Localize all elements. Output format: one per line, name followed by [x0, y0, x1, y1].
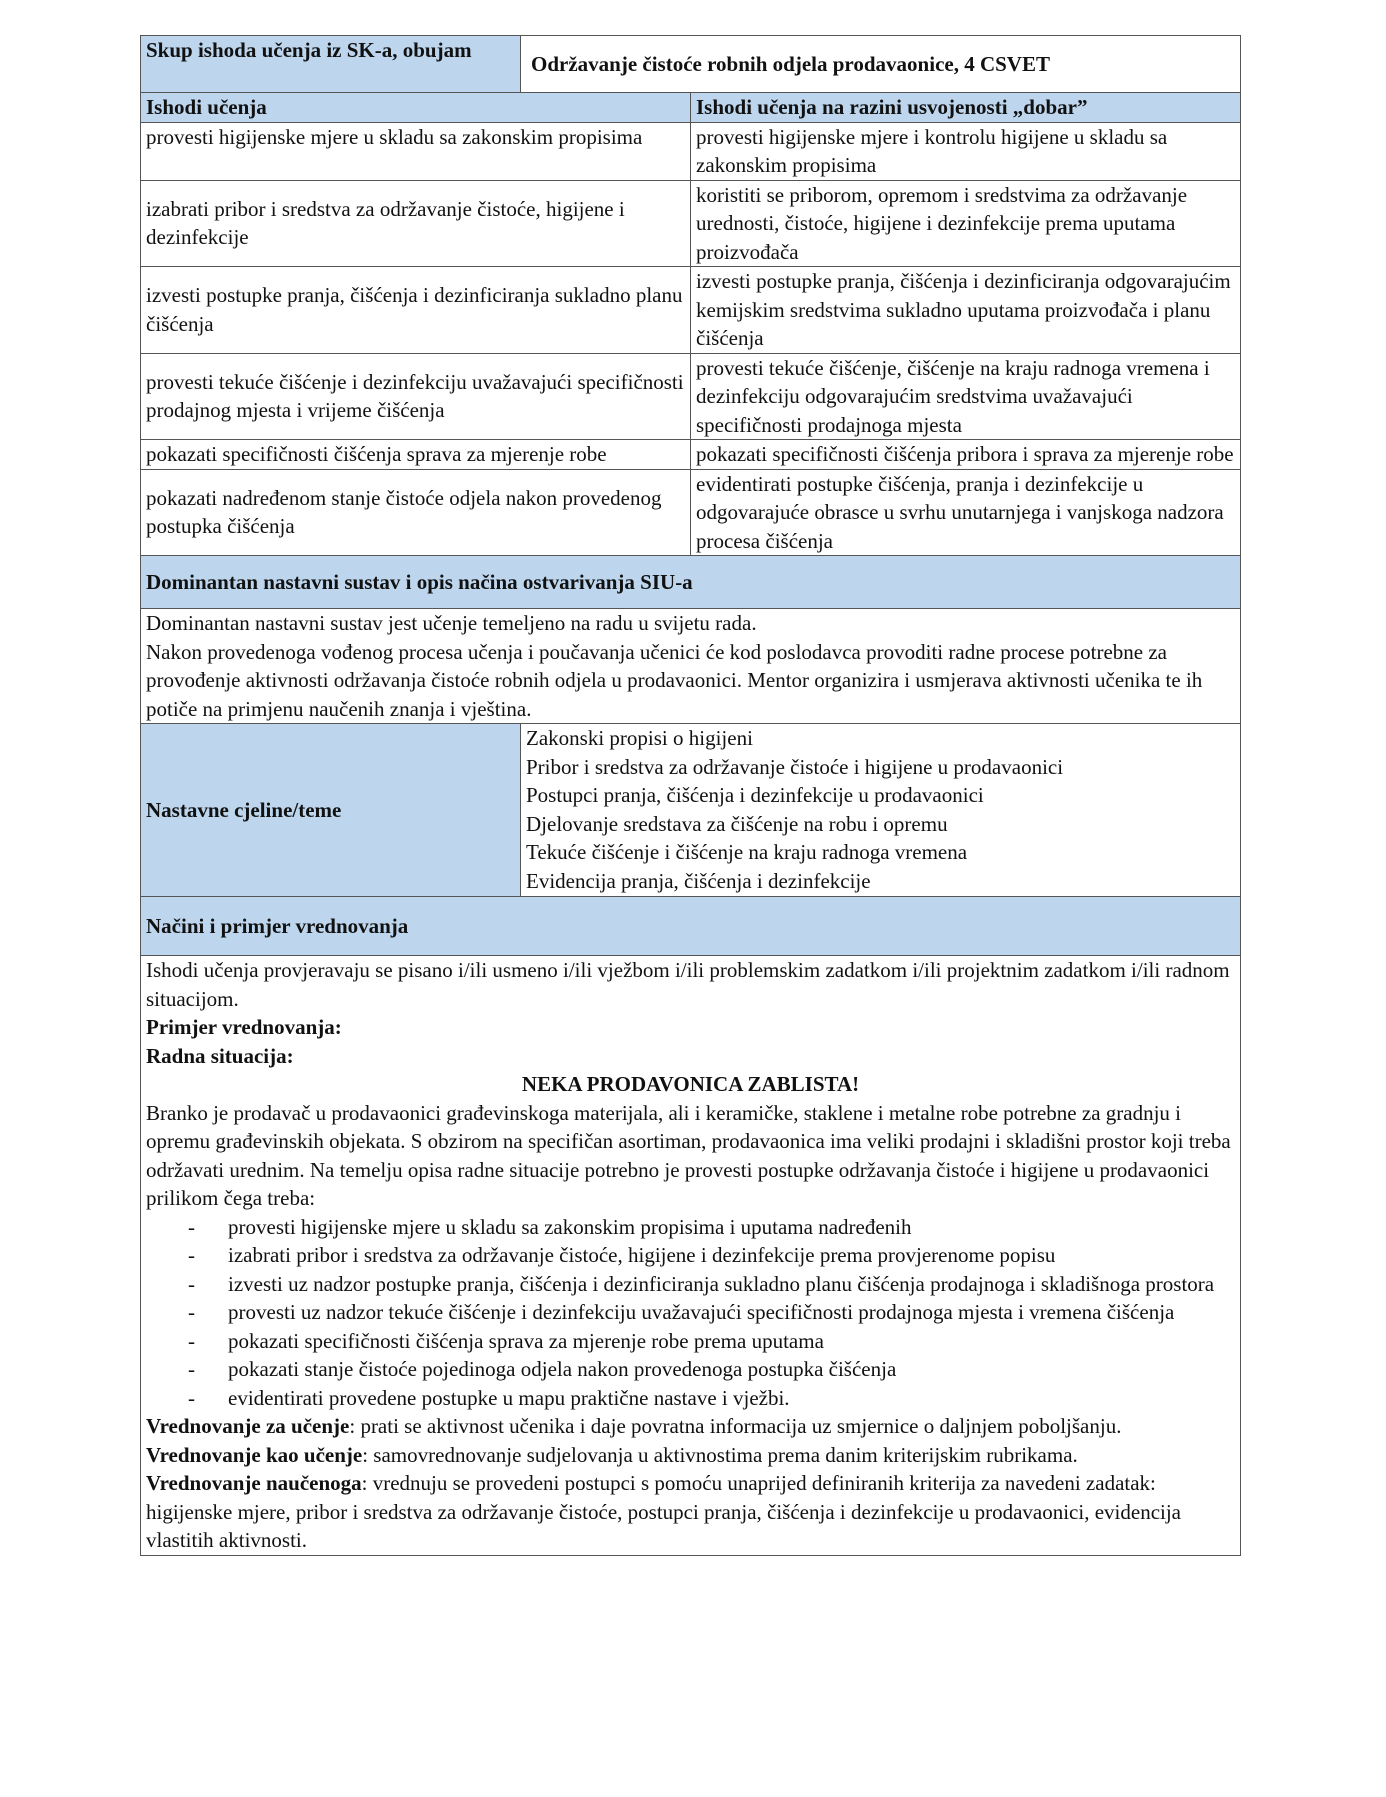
as-learning	[146, 1441, 1235, 1470]
topic-item: Tekuće čišćenje i čišćenje na kraju radnoga vremena	[526, 840, 968, 864]
evaluation-header-row	[141, 897, 1241, 956]
dominant-line-1: Dominantan nastavni sustav jest učenje temeljeno na radu u svijetu rada.	[146, 611, 757, 635]
outcome-row	[141, 122, 1241, 180]
outcome-left: provesti tekuće čišćenje i dezinfekciju uvažavajući specifičnosti prodajnog mjesta i vrijeme čišćenja	[141, 353, 691, 440]
evaluation-body-row	[141, 956, 1241, 1556]
task-item: - evidentirati provedene postupke u mapu praktične nastave i vježbi.	[146, 1384, 1235, 1413]
topics-list	[521, 724, 1241, 897]
outcome-row	[141, 469, 1241, 556]
set-label: Skup ishoda učenja iz SK-a, obujam	[146, 38, 472, 62]
topic-item: Pribor i sredstva za održavanje čistoće i higijene u prodavaonici	[526, 754, 1064, 779]
outcome-left: izabrati pribor i sredstva za održavanje čistoće, higijene i dezinfekcije	[141, 180, 691, 267]
curriculum-table	[140, 35, 1241, 1556]
outcome-left: izvesti postupke pranja, čišćenja i dezinficiranja sukladno planu čišćenja	[141, 267, 691, 354]
for-learning	[146, 1412, 1235, 1441]
task-item: - provesti higijenske mjere u skladu sa zakonskim propisima i uputama nadređenih	[146, 1213, 1235, 1242]
task-item: - provesti uz nadzor tekuće čišćenje i dezinfekciju uvažavajući specifičnosti prodajnoga mjesta i vremena čišćenja	[146, 1298, 1235, 1327]
as-learning-label: Vrednovanje kao učenje	[146, 1442, 363, 1467]
outcome-row	[141, 267, 1241, 354]
topic-item: Evidencija pranja, čišćenja i dezinfekcije	[526, 868, 871, 893]
outcome-row	[141, 180, 1241, 267]
outcome-right: pokazati specifičnosti čišćenja pribora i sprava za mjerenje robe	[691, 440, 1241, 470]
dominant-body	[141, 609, 1241, 724]
task-item: - izvesti uz nadzor postupke pranja, čišćenja i dezinficiranja sukladno planu čišćenja prodajnoga i skladišnoga prostora	[146, 1270, 1235, 1299]
header-row	[141, 36, 1241, 93]
outcomes-header-row	[141, 93, 1241, 123]
outcome-left: provesti higijenske mjere u skladu sa zakonskim propisima	[141, 122, 691, 180]
dominant-body-row	[141, 609, 1241, 724]
outcomes-col-right-header: Ishodi učenja na razini usvojenosti „dobar”	[691, 93, 1241, 123]
as-learning-text: : samovrednovanje sudjelovanja u aktivnostima prema danim kriterijskim rubrikama.	[362, 1442, 1078, 1467]
situation-title: NEKA PRODAVONICA ZABLISTA!	[521, 1072, 860, 1096]
outcomes-col-left-header: Ishodi učenja	[141, 93, 691, 123]
outcome-right: koristiti se priborom, opremom i sredstvima za održavanje urednosti, čistoće, higijene i dezinfekcije prema uputama proizvođača	[691, 180, 1241, 267]
outcome-row	[141, 440, 1241, 470]
topic-item: Zakonski propisi o higijeni	[526, 726, 753, 750]
evaluation-title: Načini i primjer vrednovanja	[141, 897, 1241, 956]
outcome-right: evidentirati postupke čišćenja, pranja i dezinfekcije u odgovarajuće obrasce u svrhu unutarnjega i vanjskoga nadzora procesa čišćenja	[691, 469, 1241, 556]
document-page	[140, 35, 1240, 1556]
outcome-right: provesti tekuće čišćenje, čišćenje na kraju radnoga vremena i dezinfekciju odgovarajućim sredstvima uvažavajući specifičnosti prodajnoga mjesta	[691, 353, 1241, 440]
dominant-line-2: Nakon provedenoga vođenog procesa učenja i poučavanja učenici će kod poslodavca provoditi radne procese potrebne za provođenje aktivnosti održavanja čistoće robnih odjela u prodavaonici. Mentor organizira i usmjerava aktivnosti učenika te ih potiče na primjenu naučenih znanja i vještina.	[146, 639, 1203, 721]
task-list	[146, 1213, 1235, 1413]
outcome-left: pokazati specifičnosti čišćenja sprava za mjerenje robe	[141, 440, 691, 470]
task-item: - pokazati stanje čistoće pojedinoga odjela nakon provedenoga postupka čišćenja	[146, 1355, 1235, 1384]
topic-item: Djelovanje sredstava za čišćenje na robu i opremu	[526, 811, 948, 836]
topics-row	[141, 724, 1241, 897]
set-label-cell	[141, 36, 521, 93]
of-learning-label: Vrednovanje naučenoga	[146, 1471, 362, 1495]
situation-text: Branko je prodavač u prodavaonici građevinskoga materijala, ali i keramičke, staklene i metalne robe potrebne za gradnju i opremu građevinskih objekata. S obzirom na specifičan asortiman, prodavaonica ima veliki prodajni i skladišni prostor koji treba održavati urednim. Na temelju opisa radne situacije potrebno je provesti postupke održavanja čistoće i higijene u prodavaonici prilikom čega treba:	[146, 1100, 1231, 1210]
task-item: - pokazati specifičnosti čišćenja sprava za mjerenje robe prema uputama	[146, 1327, 1235, 1356]
set-value: Održavanje čistoće robnih odjela prodavaonice, 4 CSVET	[531, 51, 1050, 76]
example-label: Primjer vrednovanja:	[146, 1015, 342, 1039]
for-learning-label: Vrednovanje za učenje	[146, 1414, 350, 1438]
outcome-right: izvesti postupke pranja, čišćenja i dezinficiranja odgovarajućim kemijskim sredstvima sukladno uputama proizvođača i planu čišćenja	[691, 267, 1241, 354]
dominant-title: Dominantan nastavni sustav i opis načina ostvarivanja SIU-a	[141, 556, 1241, 609]
evaluation-body	[141, 956, 1241, 1556]
outcome-left: pokazati nadređenom stanje čistoće odjela nakon provedenog postupka čišćenja	[141, 469, 691, 556]
topic-item: Postupci pranja, čišćenja i dezinfekcije u prodavaonici	[526, 783, 984, 807]
outcome-row	[141, 353, 1241, 440]
for-learning-text: : prati se aktivnost učenika i daje povratna informacija uz smjernice o daljnjem poboljšanju.	[349, 1414, 1122, 1438]
dominant-header-row	[141, 556, 1241, 609]
outcome-right: provesti higijenske mjere i kontrolu higijene u skladu sa zakonskim propisima	[691, 122, 1241, 180]
topics-label: Nastavne cjeline/teme	[141, 724, 521, 897]
of-learning-text: : vrednuju se provedeni postupci s pomoću unaprijed definiranih kriterija za navedeni zadatak: higijenske mjere, pribor i sredstva za održavanje čistoće, postupci pranja, čišćenja i dezinfekcije u prodavaonici, evidencija vlastitih aktivnosti.	[146, 1471, 1181, 1552]
evaluation-intro: Ishodi učenja provjeravaju se pisano i/ili usmeno i/ili vježbom i/ili problemskim zadatkom i/ili projektnim zadatkom i/ili radnom situacijom.	[146, 958, 1230, 1011]
of-learning	[146, 1469, 1235, 1555]
situation-label: Radna situacija:	[146, 1043, 294, 1068]
set-value-cell	[521, 36, 1241, 93]
task-item: - izabrati pribor i sredstva za održavanje čistoće, higijene i dezinfekcije prema provjerenome popisu	[146, 1241, 1235, 1270]
